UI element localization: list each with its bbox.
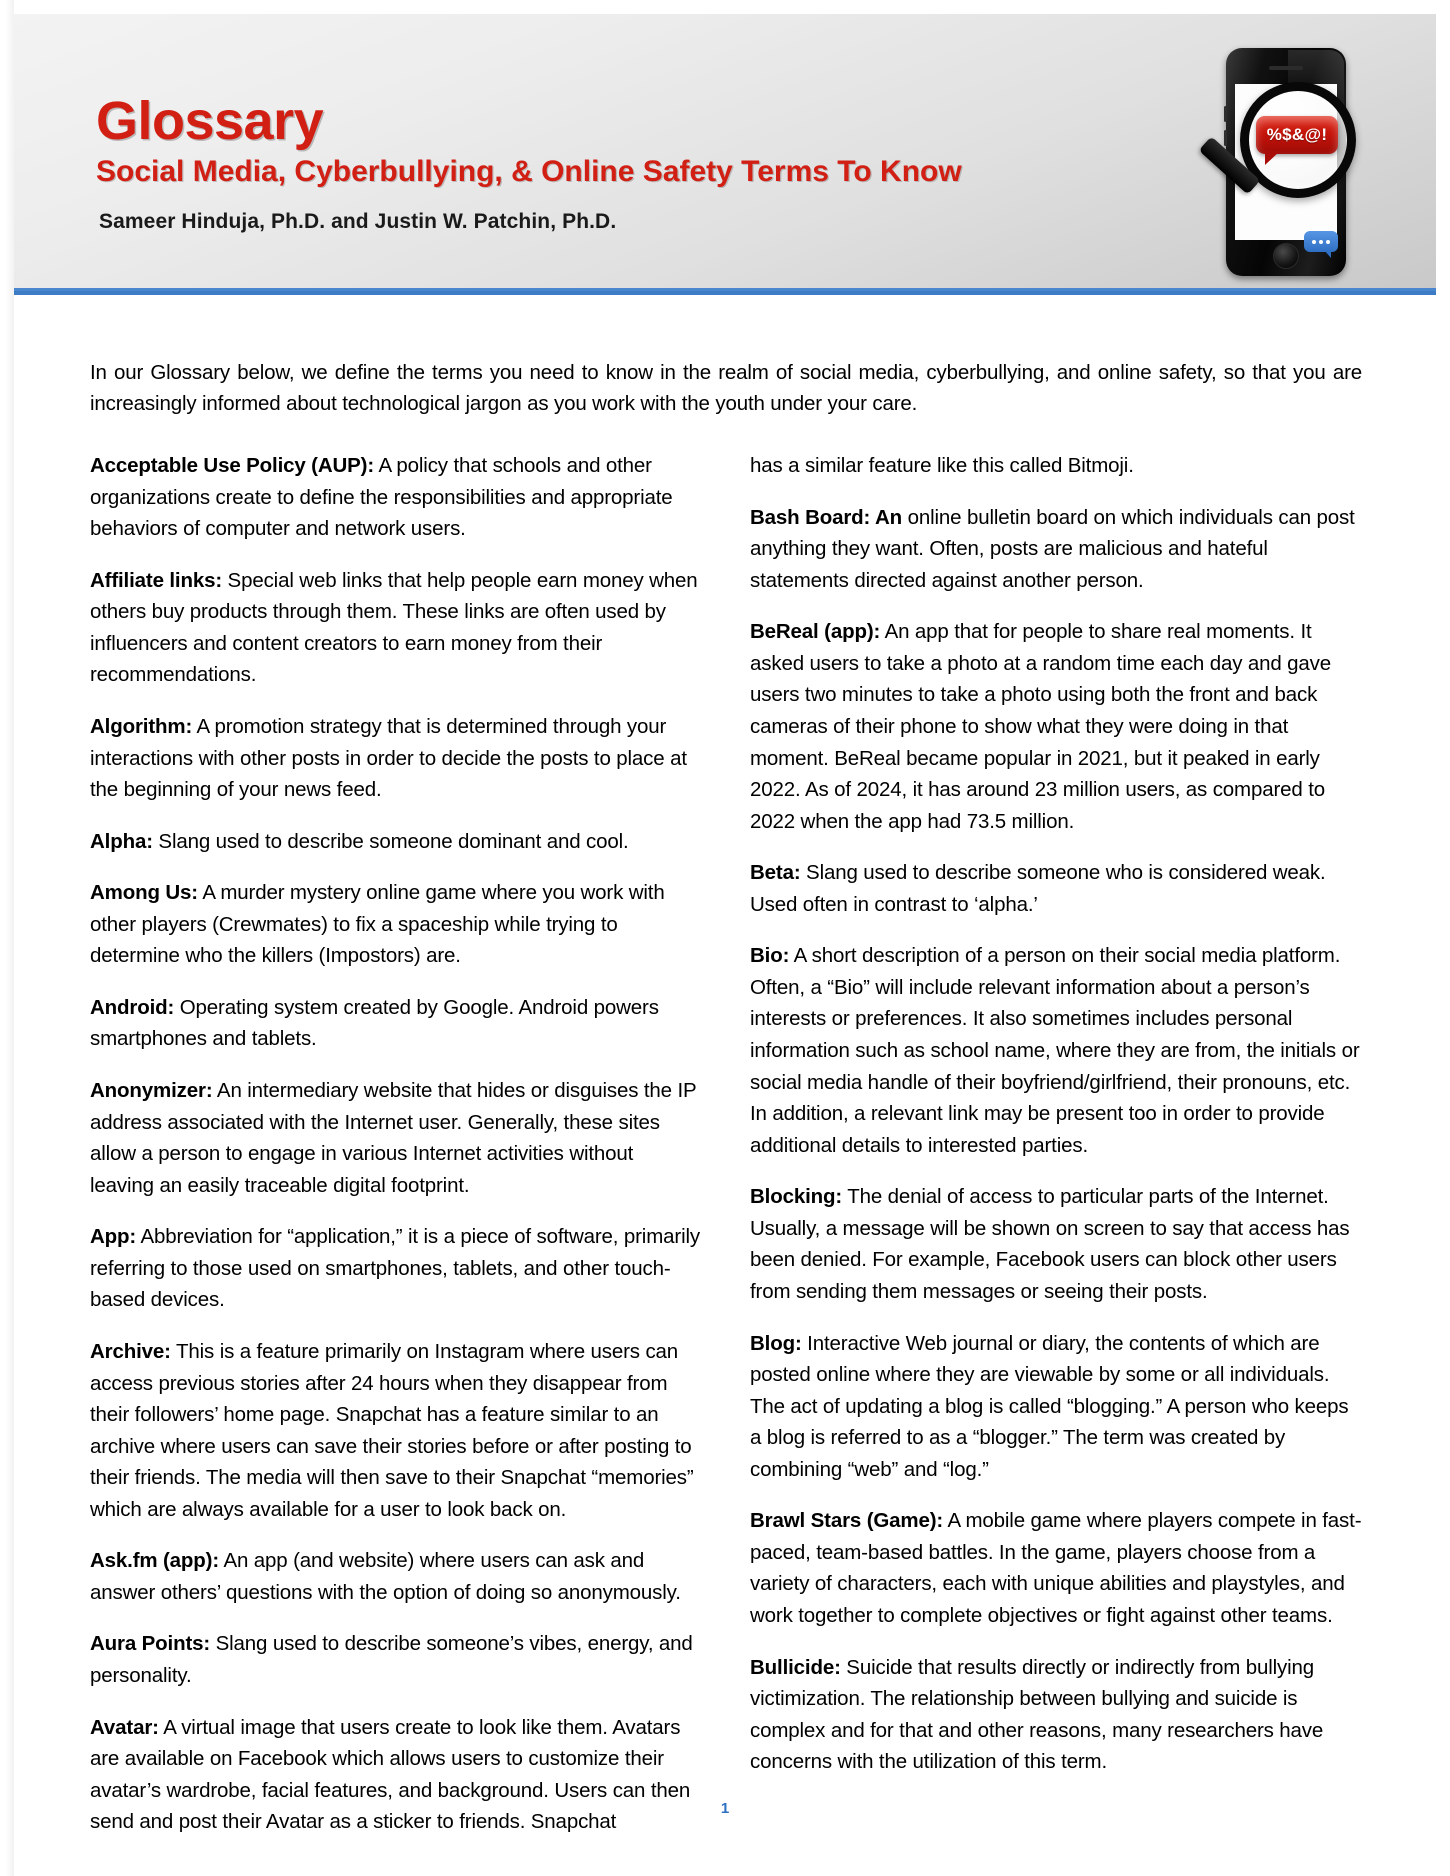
glossary-entry [90,992,702,1055]
glossary-term: Android: [90,995,175,1019]
glossary-entry [750,1505,1362,1631]
glossary-entry [90,1336,702,1525]
glossary-term: Ask.fm (app): [90,1549,220,1573]
glossary-term: Bio: [750,944,790,968]
glossary-definition: Slang used to describe someone’s vibes, energy, and personality. [90,1632,693,1687]
page-number: 1 [720,1800,730,1817]
glossary-definition: Operating system created by Google. Android powers smartphones and tablets. [90,995,659,1051]
glossary-term: Avatar: [90,1715,159,1739]
glossary-definition: An app (and website) where users can ask and answer others’ questions with the option of doing so anonymously. [90,1549,681,1604]
chat-dots-icon [1312,240,1330,244]
glossary-term: Acceptable Use Policy (AUP): [90,454,375,477]
glossary-definition: has a similar feature like this called Bitmoji. [750,454,1134,477]
glossary-entry [90,1221,702,1316]
glossary-term: App: [90,1225,137,1249]
page-title: Glossary [96,91,324,151]
glossary-term: Brawl Stars (Game): [750,1509,944,1533]
document-header [14,14,1436,288]
glossary-term: Affiliate links: [90,568,223,592]
chat-bubble-icon [1304,231,1338,252]
glossary-definition: This is a feature primarily on Instagram where users can access previous stories after 24 hours when they disappear from their followers’ home page. Snapchat has a feature similar to an archive where users can save their stories before or after posting to their friends. The media will then save to their Snapchat “memories” which are always available for a user to look back on. [90,1339,694,1521]
glossary-entry [750,502,1362,597]
glossary-entry [750,857,1362,920]
glossary-term: Beta: [750,861,801,885]
glossary-definition: Slang used to describe someone dominant and cool. [152,829,629,853]
glossary-term: Archive: [90,1339,171,1363]
glossary-term: Anonymizer: [90,1079,213,1102]
glossary-entry [90,1075,702,1201]
glossary-definition: The denial of access to particular parts of the Internet. Usually, a message will be shown on screen to say that access has been denied. For example, Facebook users can block other users from sending them messages or seeing their posts. [750,1185,1350,1303]
glossary-definition: A murder mystery online game where you work with other players (Crewmates) to fix a spaceship while trying to determine who the killers (Impostors) are. [90,881,665,968]
glossary-entry [750,450,1362,482]
title-block [96,91,1106,234]
glossary-term: Algorithm: [90,714,193,738]
speech-bubble-text: %$&@! [1266,125,1328,144]
glossary-definition: A promotion strategy that is determined through your interactions with other posts in order to decide the posts to place at the beginning of your news feed. [90,714,687,802]
glossary-definition: A short description of a person on their social media platform. Often, a “Bio” will include relevant information about a person’s interests or preferences. It also sometimes includes personal information such as school name, where they are from, the initials or social media handle of their boyfriend/girlfriend, their pronouns, etc. In addition, a relevant link may be present too in order to provide additional details to interested parties. [750,944,1360,1157]
glossary-definition: Special web links that help people earn money when others buy products through them. These links are often used by influencers and content creators to earn money from their recommendations. [90,568,698,687]
glossary-term: Among Us: [90,881,198,905]
page-subtitle: Social Media, Cyberbullying, & Online Safety Terms To Know [96,155,962,188]
phone-earpiece-icon [1269,66,1303,70]
intro-paragraph: In our Glossary below, we define the terms you need to know in the realm of social media, cyberbullying, and online safety, so that you are increasingly informed about technological jargon as you work with the youth under your care. [90,360,1362,416]
glossary-definition: Abbreviation for “application,” it is a piece of software, primarily referring to those used on smartphones, tablets, and other touch-based devices. [90,1225,700,1312]
phone-home-button-icon [1273,243,1299,269]
glossary-term: Blog: [750,1331,802,1355]
glossary-definition: A policy that schools and other organizations create to define the responsibilities and appropriate behaviors of computer and network users. [90,454,673,541]
glossary-columns [90,450,1362,1834]
glossary-column-right [750,450,1362,1780]
glossary-entry [750,1328,1362,1486]
glossary-entry [90,711,702,806]
glossary-definition: An app that for people to share real moments. It asked users to take a photo at a random time each day and gave users two minutes to take a photo using both the front and back cameras of their phone to show what they were doing in that moment. BeReal became popular in 2021, but it peaked in early 2022. As of 2024, it has around 23 million users, as compared to 2022 when the app had 73.5 million. [750,620,1332,833]
glossary-entry [90,1628,702,1691]
glossary-term: Blocking: [750,1185,843,1209]
glossary-term: Aura Points: [90,1632,211,1656]
glossary-entry [90,877,702,972]
glossary-entry [90,1712,702,1838]
header-artwork [1184,20,1384,288]
glossary-term: BeReal (app): [750,620,881,644]
phone-volume-down-icon [1224,130,1227,146]
glossary-column-left [90,450,702,1834]
glossary-entry [750,940,1362,1161]
page-edge [0,0,14,1876]
glossary-entry [90,1545,702,1608]
glossary-entry [90,826,702,858]
glossary-entry [90,565,702,691]
glossary-definition: Interactive Web journal or diary, the contents of which are posted online where they are viewable by some or all individuals. The act of updating a blog is called “blogging.” A person who keeps a blog is referred to as a “blogger.” The term was created by combining “web” and “log.” [750,1331,1349,1481]
glossary-definition: online bulletin board on which individuals can post anything they want. Often, posts are malicious and hateful statements directed against another person. [750,505,1355,592]
glossary-definition: An intermediary website that hides or disguises the IP address associated with the Internet user. Generally, these sites allow a person to engage in various Internet activities without leaving an easily traceable digital footprint. [90,1079,697,1197]
glossary-term: Bash Board: An [750,505,903,529]
glossary-definition: A virtual image that users create to look like them. Avatars are available on Facebook which allows users to customize their avatar’s wardrobe, facial features, and background. Users can then send and post their Avatar as a sticker to friends. Snapchat [90,1715,691,1834]
phone-volume-up-icon [1224,106,1227,122]
glossary-term: Alpha: [90,829,153,853]
glossary-entry [90,450,702,545]
authors-line: Sameer Hinduja, Ph.D. and Justin W. Patchin, Ph.D. [99,210,617,234]
glossary-entry [750,616,1362,837]
glossary-definition: Suicide that results directly or indirectly from bullying victimization. The relationship between bullying and suicide is complex and for that and other reasons, many researchers have concerns with the utilization of this term. [750,1655,1324,1774]
glossary-definition: A mobile game where players compete in fast-paced, team-based battles. In the game, players choose from a variety of characters, each with unique abilities and playstyles, and work together to complete objectives or fight against other teams. [750,1509,1362,1627]
glossary-definition: Slang used to describe someone who is considered weak. Used often in contrast to ‘alpha.’ [750,861,1326,916]
glossary-term: Bullicide: [750,1655,841,1679]
glossary-entry [750,1181,1362,1307]
glossary-entry [750,1652,1362,1778]
speech-bubble-icon [1256,116,1338,154]
header-divider [14,288,1436,295]
